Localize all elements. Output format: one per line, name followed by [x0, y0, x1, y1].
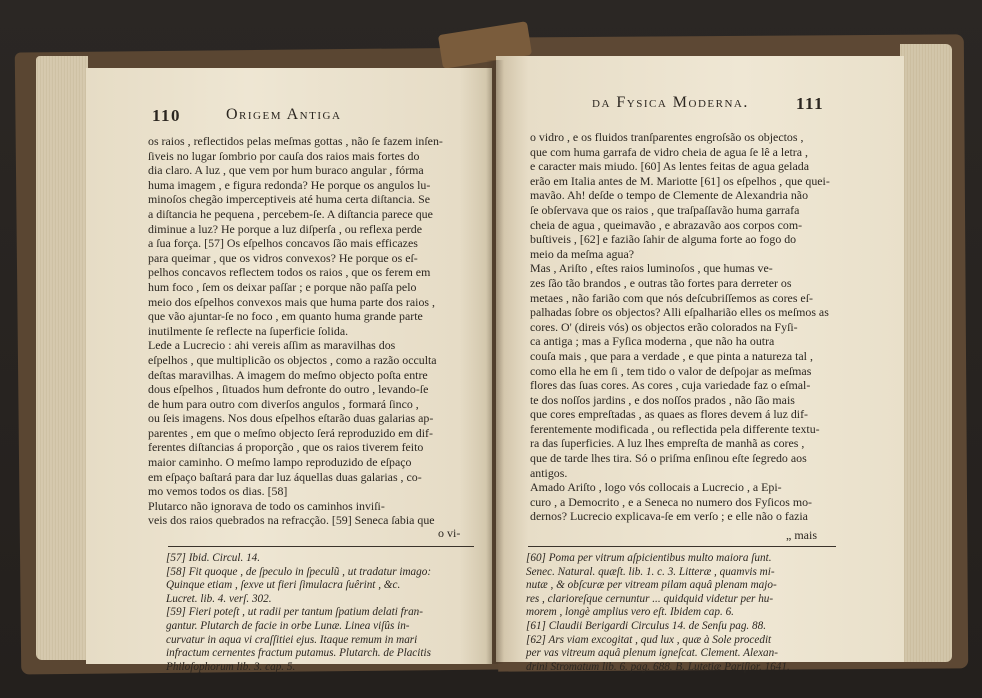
- footnote-line: Lucret. lib. 4. verſ. 302.: [166, 592, 272, 605]
- text-line: Plutarco não ignorava de todo os caminhos inviſi-: [148, 498, 385, 513]
- text-line: Mas , Ariſto , eſtes raios luminoſos , que humas ve-: [530, 261, 773, 276]
- page-edges-right: [900, 44, 952, 662]
- text-line: dernos? Lucrecio explicava-ſe em verſo ; e elle não o fazia: [530, 509, 808, 524]
- footnote-line: drini Stromatum lib. 6. pag. 688. B. Lutetiæ Pariſior. 1641.: [526, 660, 790, 673]
- text-line: Amado Ariſto , logo vós collocais a Lucrecio , a Epi-: [530, 480, 782, 495]
- text-line: palhadas ſobre os objectos? Alli eſpalharião elles os meſmos as: [530, 305, 829, 320]
- text-line: os raios , reflectidos pelas meſmas gottas , não ſe fazem inſen-: [148, 134, 443, 148]
- text-line: metaes , não farião com que nós deſcubriſſemos as cores eſ-: [530, 290, 813, 305]
- text-line: ou ſeis imagens. Nos dous eſpelhos eſtarão duas galarias ap-: [148, 411, 434, 426]
- text-line: de hum para outro com diverſos angulos , formará ſinco ,: [148, 396, 419, 411]
- text-line: inutilmente ſe reflecte na ſuperficie ſolida.: [148, 323, 349, 338]
- text-line: huma imagem , e figura redonda? He porque os angulos lu-: [148, 177, 431, 192]
- right-page: [496, 56, 904, 673]
- text-line: erão em Italia antes de M. Mariotte [61] os eſpelhos , que quei-: [530, 173, 830, 188]
- text-line: Lede a Lucrecio : ahi vereis aſſim as maravilhas dos: [148, 338, 396, 353]
- text-line: flores das ſuas cores. As cores , cuja variedade faz o eſmal-: [530, 378, 811, 393]
- text-line: maior caminho. O meſmo lampo reproduzido de eſpaço: [148, 455, 412, 470]
- page-edges-left: [36, 56, 88, 660]
- text-line: hum foco , ſem os deixar paſſar ; e porque não paſſa pelo: [148, 279, 417, 294]
- left-page: [86, 68, 492, 673]
- text-line: cheia de agua , queimavão , e abrazavão aos corpos com-: [530, 217, 803, 232]
- text-line: cores. O' (direis vós) os objectos erão colorados na Fyſi-: [530, 319, 798, 334]
- right-footnote-rule: [528, 546, 836, 547]
- text-line: a ſua força. [57] Os eſpelhos concavos ſão mais efficazes: [148, 236, 418, 251]
- text-line: mo vemos todos os dias. [58]: [148, 484, 288, 499]
- right-footnotes: [526, 552, 838, 674]
- text-line: diminue a luz? He porque a luz diſperſa , ou reflexa perde: [148, 221, 423, 236]
- left-page-body: [148, 134, 466, 528]
- text-line: a diſtancia he pequena , percebem-ſe. A diſtancia parece que: [148, 206, 433, 221]
- footnote-line: per vas vitreum aquâ plenum igneſcat. Clement. Alexan-: [526, 647, 778, 660]
- text-line: meio dos eſpelhos convexos mais que huma parte dos raios ,: [148, 294, 435, 309]
- text-line: que cores empreſtadas , as quaes as flores devem á luz dif-: [530, 407, 808, 422]
- footnote-line: nutæ , & obſcuræ per vitream pilam aquâ plenam majo-: [526, 579, 777, 592]
- text-line: ra das ſuperficies. A luz lhes empreſta de manhã as cores ,: [530, 436, 805, 451]
- text-line: curo , a Democrito , e a Seneca no numero dos Fyſicos mo-: [530, 494, 812, 509]
- text-line: meio da meſma agua?: [530, 246, 634, 261]
- left-catchword: o vi-: [438, 526, 461, 540]
- text-line: como ella he em ſi , tem tido o valor de deſpojar as meſmas: [530, 363, 812, 378]
- footnote-line: Senec. Natural. quæſt. lib. 1. c. 3. Litteræ , quamvis mi-: [526, 565, 775, 578]
- text-line: ferentes diſtancias á proporção , que os raios tiverem feito: [148, 440, 424, 455]
- footnote-line: [59] Fieri poteſt , ut radii per tantum ſpatium delati fran-: [166, 606, 423, 619]
- right-catchword: „ mais: [786, 528, 817, 542]
- text-line: dia claro. A luz , que vem por hum buraco angular , fórma: [148, 163, 424, 178]
- footnote-line: res , clarioreſque cernuntur ... quidquid videtur per hu-: [526, 592, 774, 605]
- text-line: buſtiveis , [62] e fazião ſahir de alguma forte ao fogo do: [530, 232, 797, 247]
- text-line: minoſos chegão imperceptiveis até huma certa diſtancia. Se: [148, 192, 430, 207]
- text-line: eſpelhos , que multiplicão os objectos , como a razão occulta: [148, 352, 437, 367]
- right-page-header: [496, 94, 904, 120]
- text-line: dous eſpelhos , ſituados hum defronte do outro , levando-ſe: [148, 382, 429, 397]
- left-footnote-rule: [168, 546, 474, 547]
- footnote-line: curvatur in aqua vi craſſitiei ejus. Itaque remum in mari: [166, 633, 418, 646]
- text-line: veis dos raios quebrados na refracção. [59] Seneca ſabia que: [148, 513, 435, 528]
- footnote-line: gantur. Plutarch de facie in orbe Lunæ. Linea viſûs in-: [166, 619, 410, 632]
- text-line: parentes , em que o meſmo objecto ſerá reproduzido em dif-: [148, 425, 433, 440]
- text-line: ſe obſervava que os raios , que traſpaſſavão huma garrafa: [530, 202, 800, 217]
- footnote-line: [62] Ars viam excogitat , qud lux , quæ à Sole procedit: [526, 633, 772, 646]
- text-line: que vão ajuntar-ſe no foco , em quanto huma grande parte: [148, 309, 423, 324]
- text-line: em eſpaço baſtará para dar luz áquellas duas galarias , co-: [148, 469, 422, 484]
- footnote-line: Philoſophorum lib. 3. cap. 5.: [166, 660, 296, 673]
- text-line: antigos.: [530, 465, 568, 480]
- text-line: o vidro , e os fluidos tranſparentes engroſsão os objectos ,: [530, 130, 804, 144]
- text-line: te dos noſſos jardins , e dos noſſos prados , não ſão mais: [530, 392, 795, 407]
- footnote-line: [57] Ibid. Circul. 14.: [166, 552, 261, 564]
- right-page-number: 111: [796, 94, 825, 113]
- text-line: mavão. Ah! deſde o tempo de Clemente de Alexandria não: [530, 188, 809, 203]
- left-running-title: Origem Antiga: [226, 106, 342, 123]
- footnote-line: [60] Poma per vitrum aſpicientibus multo maiora ſunt.: [526, 552, 772, 564]
- text-line: para queimar , que os vidros convexos? He porque os eſ-: [148, 250, 418, 265]
- text-line: e caracter mais miudo. [60] As lentes feitas de agua gelada: [530, 159, 809, 174]
- left-page-header: [86, 106, 492, 132]
- left-page-number: 110: [152, 106, 182, 125]
- footnote-line: infractum cernentes fractum putamus. Plutarch. de Placitis: [166, 647, 431, 660]
- text-line: que com huma garrafa de vidro cheia de agua ſe lê a letra ,: [530, 144, 808, 159]
- text-line: deſtas maravilhas. A imagem do meſmo objecto poſta entre: [148, 367, 428, 382]
- text-line: ca antiga ; mas a Fyſica moderna , que não ha outra: [530, 334, 775, 349]
- text-line: zes ſão tão brandos , e outras tão fortes para derreter os: [530, 275, 792, 290]
- text-line: couſa mais , que para a verdade , e que pinta a natureza tal ,: [530, 348, 813, 363]
- footnote-line: morem , longè amplius vero eſt. Ibidem cap. 6.: [526, 606, 734, 619]
- footnote-line: [58] Fit quoque , de ſpeculo in ſpeculũ , ut tradatur imago:: [166, 565, 432, 578]
- book-gutter: [486, 60, 504, 664]
- left-footnotes: [166, 552, 476, 674]
- text-line: que de tarde lhes tira. Só o priſma enſinou eſte ſegredo aos: [530, 451, 807, 466]
- right-page-body: [530, 130, 834, 524]
- right-running-title: da Fysica Moderna.: [592, 94, 749, 111]
- footnote-line: Quinque etiam , ſexve ut fieri ſimulacra ſuêrint , &c.: [166, 579, 401, 592]
- footnote-line: [61] Claudii Berigardi Circulus 14. de Senſu pag. 88.: [526, 619, 767, 632]
- text-line: pelhos concavos reflectem todos os raios , que os ferem em: [148, 265, 431, 280]
- text-line: ferentemente modificada , ou reflectida pela differente textu-: [530, 421, 820, 436]
- text-line: ſiveis no lugar ſombrio por cauſa dos raios mais fortes do: [148, 148, 420, 163]
